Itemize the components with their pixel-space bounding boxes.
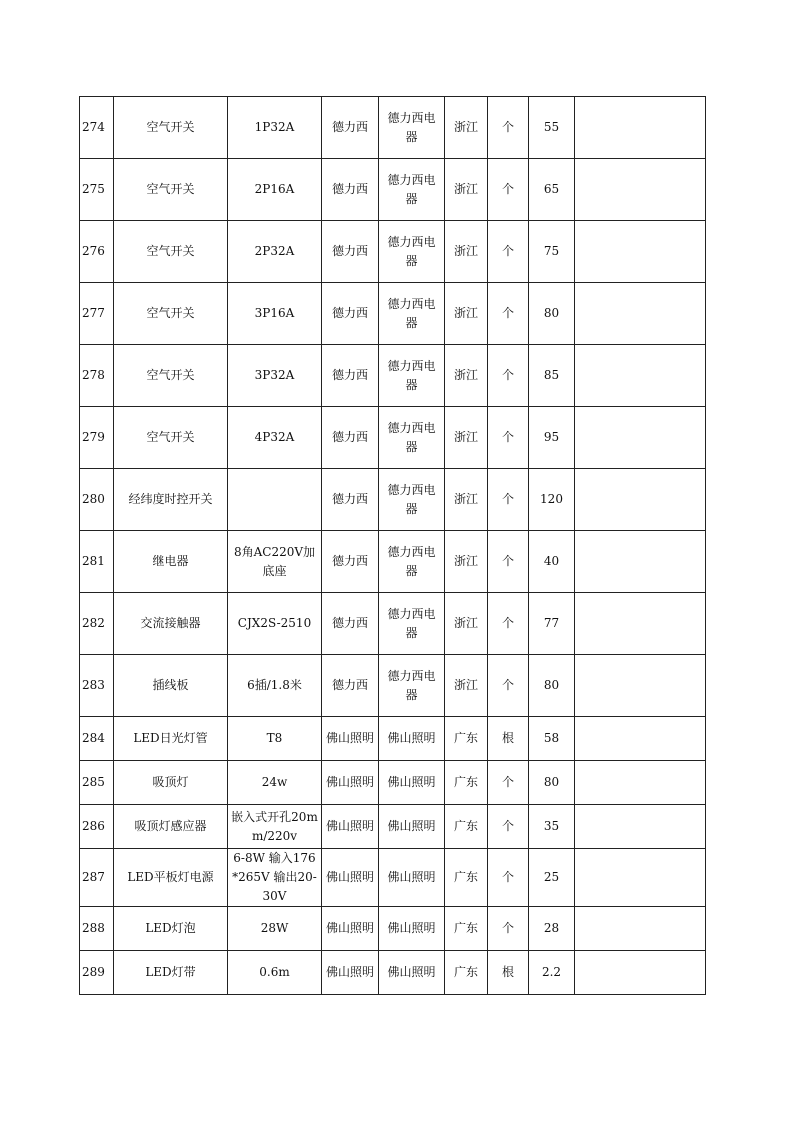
item-origin: 浙江 xyxy=(445,655,488,717)
item-unit: 个 xyxy=(488,283,529,345)
item-spec: 嵌入式开孔20mm/220v xyxy=(228,805,322,849)
item-maker: 佛山照明 xyxy=(379,907,445,951)
item-number: 275 xyxy=(80,159,114,221)
item-brand: 德力西 xyxy=(322,97,379,159)
item-maker: 德力西电器 xyxy=(379,531,445,593)
item-unit: 个 xyxy=(488,531,529,593)
item-name: 继电器 xyxy=(114,531,228,593)
item-brand: 德力西 xyxy=(322,283,379,345)
table-row xyxy=(80,407,706,469)
item-number: 284 xyxy=(80,717,114,761)
item-spec: T8 xyxy=(228,717,322,761)
item-maker: 佛山照明 xyxy=(379,717,445,761)
item-origin: 浙江 xyxy=(445,283,488,345)
item-name: 交流接触器 xyxy=(114,593,228,655)
table-row xyxy=(80,345,706,407)
table-row xyxy=(80,951,706,995)
item-unit: 根 xyxy=(488,951,529,995)
item-origin: 浙江 xyxy=(445,593,488,655)
item-note xyxy=(575,345,706,407)
item-maker: 佛山照明 xyxy=(379,951,445,995)
item-spec: 1P32A xyxy=(228,97,322,159)
item-brand: 佛山照明 xyxy=(322,951,379,995)
item-name: LED日光灯管 xyxy=(114,717,228,761)
item-spec: 2P16A xyxy=(228,159,322,221)
item-maker: 德力西电器 xyxy=(379,97,445,159)
price-table xyxy=(79,96,706,995)
item-number: 283 xyxy=(80,655,114,717)
item-spec: 3P32A xyxy=(228,345,322,407)
item-origin: 浙江 xyxy=(445,159,488,221)
item-origin: 广东 xyxy=(445,907,488,951)
item-maker: 佛山照明 xyxy=(379,849,445,907)
item-unit: 个 xyxy=(488,407,529,469)
item-maker: 佛山照明 xyxy=(379,761,445,805)
item-origin: 广东 xyxy=(445,849,488,907)
item-spec: 6-8W 输入176*265V 输出20-30V xyxy=(228,849,322,907)
item-brand: 德力西 xyxy=(322,407,379,469)
item-price: 65 xyxy=(529,159,575,221)
item-origin: 广东 xyxy=(445,717,488,761)
item-note xyxy=(575,951,706,995)
item-brand: 德力西 xyxy=(322,221,379,283)
table-row xyxy=(80,761,706,805)
item-maker: 德力西电器 xyxy=(379,655,445,717)
item-name: 吸顶灯 xyxy=(114,761,228,805)
item-number: 279 xyxy=(80,407,114,469)
item-number: 280 xyxy=(80,469,114,531)
item-unit: 个 xyxy=(488,159,529,221)
item-brand: 德力西 xyxy=(322,531,379,593)
item-note xyxy=(575,907,706,951)
item-unit: 个 xyxy=(488,97,529,159)
table-body xyxy=(80,97,706,995)
item-origin: 广东 xyxy=(445,805,488,849)
table-row xyxy=(80,593,706,655)
item-price: 40 xyxy=(529,531,575,593)
item-name: 空气开关 xyxy=(114,345,228,407)
item-price: 120 xyxy=(529,469,575,531)
item-number: 274 xyxy=(80,97,114,159)
item-note xyxy=(575,805,706,849)
item-brand: 德力西 xyxy=(322,159,379,221)
item-origin: 广东 xyxy=(445,761,488,805)
item-number: 281 xyxy=(80,531,114,593)
item-unit: 个 xyxy=(488,593,529,655)
item-note xyxy=(575,717,706,761)
item-price: 75 xyxy=(529,221,575,283)
item-brand: 德力西 xyxy=(322,345,379,407)
item-number: 288 xyxy=(80,907,114,951)
item-unit: 个 xyxy=(488,805,529,849)
item-price: 28 xyxy=(529,907,575,951)
item-brand: 佛山照明 xyxy=(322,761,379,805)
item-origin: 浙江 xyxy=(445,97,488,159)
item-price: 80 xyxy=(529,761,575,805)
item-number: 276 xyxy=(80,221,114,283)
table-row xyxy=(80,221,706,283)
item-note xyxy=(575,761,706,805)
item-price: 80 xyxy=(529,283,575,345)
item-name: 空气开关 xyxy=(114,221,228,283)
item-note xyxy=(575,655,706,717)
item-brand: 德力西 xyxy=(322,593,379,655)
item-name: LED灯泡 xyxy=(114,907,228,951)
table-row xyxy=(80,655,706,717)
item-spec xyxy=(228,469,322,531)
item-number: 287 xyxy=(80,849,114,907)
item-number: 278 xyxy=(80,345,114,407)
item-note xyxy=(575,469,706,531)
item-name: 插线板 xyxy=(114,655,228,717)
item-unit: 个 xyxy=(488,221,529,283)
table-row xyxy=(80,805,706,849)
item-maker: 德力西电器 xyxy=(379,221,445,283)
item-brand: 佛山照明 xyxy=(322,805,379,849)
item-spec: 2P32A xyxy=(228,221,322,283)
item-number: 282 xyxy=(80,593,114,655)
item-maker: 佛山照明 xyxy=(379,805,445,849)
item-maker: 德力西电器 xyxy=(379,593,445,655)
item-maker: 德力西电器 xyxy=(379,159,445,221)
table-row xyxy=(80,907,706,951)
item-number: 277 xyxy=(80,283,114,345)
item-name: 空气开关 xyxy=(114,407,228,469)
item-name: 吸顶灯感应器 xyxy=(114,805,228,849)
item-name: LED平板灯电源 xyxy=(114,849,228,907)
table-row xyxy=(80,97,706,159)
item-maker: 德力西电器 xyxy=(379,283,445,345)
item-price: 85 xyxy=(529,345,575,407)
item-unit: 个 xyxy=(488,469,529,531)
item-note xyxy=(575,849,706,907)
table-row xyxy=(80,531,706,593)
item-maker: 德力西电器 xyxy=(379,469,445,531)
item-number: 286 xyxy=(80,805,114,849)
item-price: 80 xyxy=(529,655,575,717)
item-brand: 德力西 xyxy=(322,655,379,717)
item-note xyxy=(575,593,706,655)
item-name: LED灯带 xyxy=(114,951,228,995)
item-note xyxy=(575,407,706,469)
table-row xyxy=(80,717,706,761)
item-number: 285 xyxy=(80,761,114,805)
item-brand: 佛山照明 xyxy=(322,849,379,907)
item-maker: 德力西电器 xyxy=(379,407,445,469)
item-price: 25 xyxy=(529,849,575,907)
item-price: 35 xyxy=(529,805,575,849)
item-spec: 6插/1.8米 xyxy=(228,655,322,717)
item-price: 95 xyxy=(529,407,575,469)
item-note xyxy=(575,283,706,345)
item-note xyxy=(575,221,706,283)
table-row xyxy=(80,469,706,531)
item-spec: 3P16A xyxy=(228,283,322,345)
item-brand: 佛山照明 xyxy=(322,717,379,761)
item-number: 289 xyxy=(80,951,114,995)
item-origin: 浙江 xyxy=(445,345,488,407)
item-unit: 个 xyxy=(488,849,529,907)
item-brand: 佛山照明 xyxy=(322,907,379,951)
table-row xyxy=(80,849,706,907)
item-name: 空气开关 xyxy=(114,159,228,221)
item-brand: 德力西 xyxy=(322,469,379,531)
item-name: 空气开关 xyxy=(114,97,228,159)
item-origin: 浙江 xyxy=(445,221,488,283)
item-note xyxy=(575,531,706,593)
item-unit: 个 xyxy=(488,655,529,717)
item-name: 空气开关 xyxy=(114,283,228,345)
item-origin: 浙江 xyxy=(445,531,488,593)
item-note xyxy=(575,159,706,221)
table-row xyxy=(80,159,706,221)
item-unit: 个 xyxy=(488,345,529,407)
item-name: 经纬度时控开关 xyxy=(114,469,228,531)
item-price: 58 xyxy=(529,717,575,761)
item-maker: 德力西电器 xyxy=(379,345,445,407)
item-price: 77 xyxy=(529,593,575,655)
item-spec: 4P32A xyxy=(228,407,322,469)
item-spec: 28W xyxy=(228,907,322,951)
item-unit: 根 xyxy=(488,717,529,761)
item-origin: 广东 xyxy=(445,951,488,995)
item-origin: 浙江 xyxy=(445,407,488,469)
item-price: 2.2 xyxy=(529,951,575,995)
item-note xyxy=(575,97,706,159)
item-price: 55 xyxy=(529,97,575,159)
item-spec: 8角AC220V加底座 xyxy=(228,531,322,593)
item-spec: CJX2S-2510 xyxy=(228,593,322,655)
item-origin: 浙江 xyxy=(445,469,488,531)
table-row xyxy=(80,283,706,345)
item-spec: 0.6m xyxy=(228,951,322,995)
item-unit: 个 xyxy=(488,761,529,805)
item-spec: 24w xyxy=(228,761,322,805)
item-unit: 个 xyxy=(488,907,529,951)
